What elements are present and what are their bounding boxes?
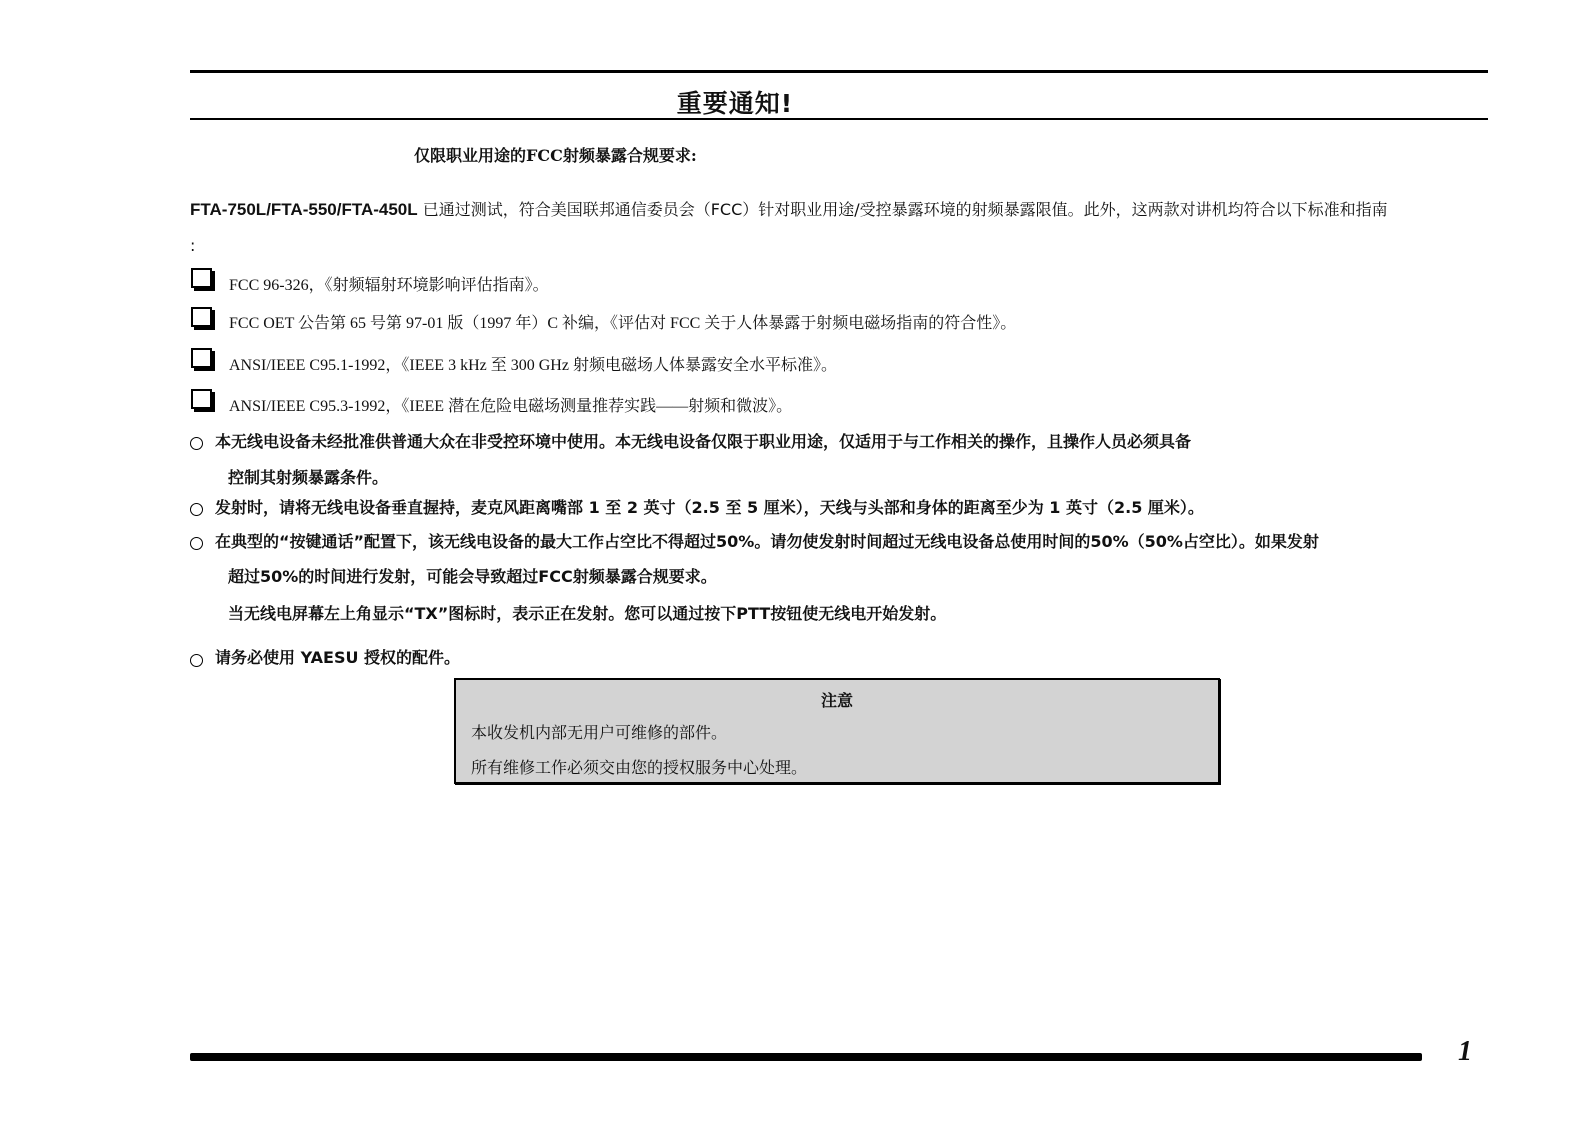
checkbox-square-icon bbox=[191, 307, 212, 327]
notice-line: 所有维修工作必须交由您的授权服务中心处理。 bbox=[471, 758, 808, 777]
section-subtitle: 仅限职业用途的FCC射频暴露合规要求: bbox=[414, 146, 697, 165]
standard-item: ANSI/IEEE C95.3-1992，《IEEE 潜在危险电磁场测量推荐实践——射频和微波》。 bbox=[229, 398, 793, 415]
intro-text: 已通过测试，符合美国联邦通信委员会（FCC）针对职业用途/受控暴露环境的射频暴露限值。此外，这两款对讲机均符合以下标准和指南 bbox=[417, 200, 1388, 219]
bullet-item-continuation: 控制其射频暴露条件。 bbox=[228, 468, 389, 487]
bullet-item-line: 请务必使用 YAESU 授权的配件。 bbox=[215, 648, 461, 667]
circle-bullet-icon bbox=[190, 503, 203, 516]
checkbox-square-icon bbox=[191, 389, 212, 409]
page-title: 重要通知! bbox=[676, 89, 794, 118]
notice-line: 本收发机内部无用户可维修的部件。 bbox=[471, 723, 728, 742]
standard-item: FCC OET 公告第 65 号第 97-01 版（1997 年）C 补编，《评估对 FCC 关于人体暴露于射频电磁场指南的符合性》。 bbox=[229, 315, 1017, 332]
checkbox-square-icon bbox=[191, 268, 212, 288]
footer-rule bbox=[190, 1053, 1422, 1061]
intro-paragraph bbox=[190, 192, 1490, 264]
model-names: FTA-750L/FTA-550/FTA-450L bbox=[190, 200, 418, 219]
title-underline bbox=[190, 118, 1488, 120]
intro-tail: : bbox=[190, 236, 196, 255]
standard-item: ANSI/IEEE C95.1-1992，《IEEE 3 kHz 至 300 GHz 射频电磁场人体暴露安全水平标准》。 bbox=[229, 357, 837, 374]
bullet-item-line: 本无线电设备未经批准供普通大众在非受控环境中使用。本无线电设备仅限于职业用途，仅适用于与工作相关的操作，且操作人员必须具备 bbox=[215, 432, 1192, 451]
notice-title: 注意 bbox=[820, 691, 853, 710]
circle-bullet-icon bbox=[190, 437, 203, 450]
circle-bullet-icon bbox=[190, 537, 203, 550]
page-number: 1 bbox=[1458, 1036, 1472, 1067]
bullet-item-line: 发射时，请将无线电设备垂直握持，麦克风距离嘴部 1 至 2 英寸（2.5 至 5 厘米），天线与头部和身体的距离至少为 1 英寸（2.5 厘米）。 bbox=[215, 498, 1204, 517]
bullet-item-continuation: 超过50%的时间进行发射，可能会导致超过FCC射频暴露合规要求。 bbox=[228, 567, 717, 586]
bullet-item-continuation: 当无线电屏幕左上角显示“TX”图标时，表示正在发射。您可以通过按下PTT按钮使无线电开始发射。 bbox=[228, 604, 947, 623]
top-rule bbox=[190, 70, 1488, 73]
circle-bullet-icon bbox=[190, 654, 203, 667]
bullet-item-line: 在典型的“按键通话”配置下，该无线电设备的最大工作占空比不得超过50%。请勿使发射时间超过无线电设备总使用时间的50%（50%占空比）。如果发射 bbox=[215, 532, 1319, 551]
standard-item: FCC 96-326，《射频辐射环境影响评估指南》。 bbox=[229, 277, 549, 294]
notice-box bbox=[454, 678, 1220, 784]
checkbox-square-icon bbox=[191, 348, 212, 368]
